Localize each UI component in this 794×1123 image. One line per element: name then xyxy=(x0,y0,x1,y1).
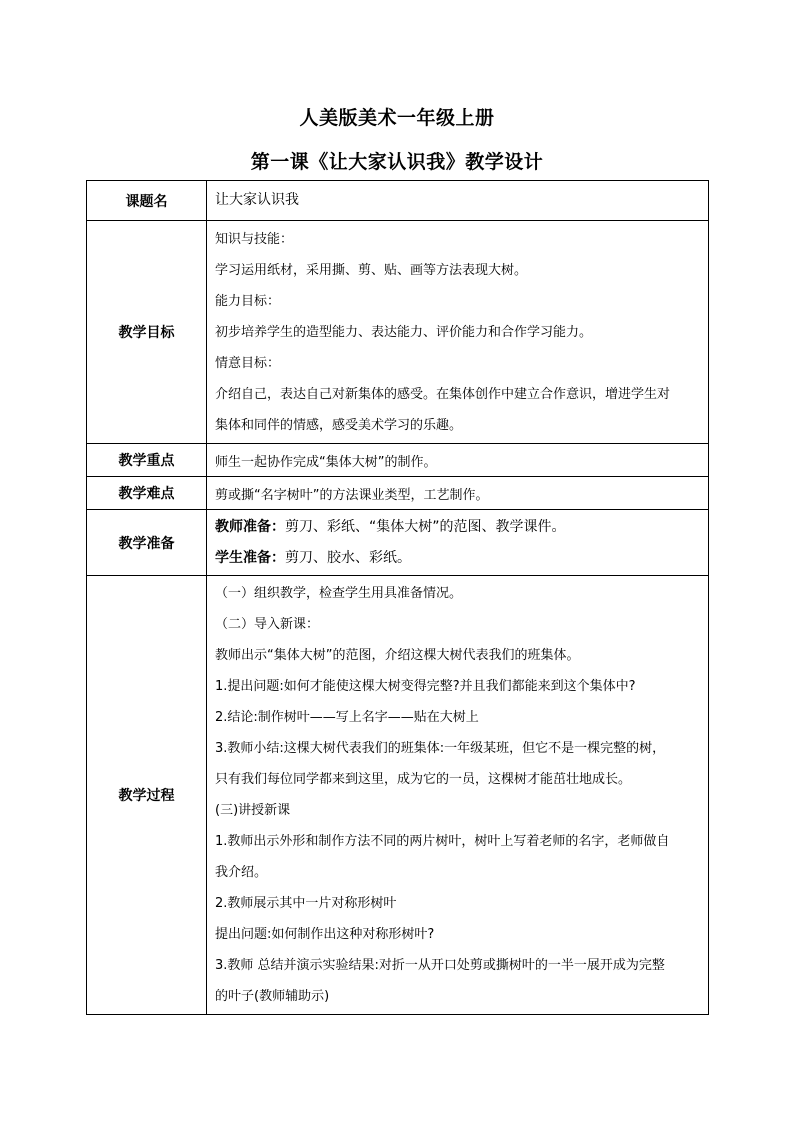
goals-line: 能力目标： xyxy=(215,293,281,309)
process-line: 的叶子(教师辅助示) xyxy=(215,989,330,1004)
table-row-key-points xyxy=(87,444,709,477)
process-line: 3.教师 总结并演示实验结果:对折一从开口处剪或撕树叶的一半一展开成为完整 xyxy=(215,958,665,973)
topic-label: 课题名 xyxy=(87,181,207,221)
process-content xyxy=(207,576,709,1015)
process-line: 教师出示“集体大树”的范图，介绍这棵大树代表我们的班集体。 xyxy=(215,648,580,663)
process-line: 1.教师出示外形和制作方法不同的两片树叶，树叶上写着老师的名字，老师做自 xyxy=(215,834,670,849)
teacher-preparation xyxy=(215,512,702,543)
table-row-preparation xyxy=(87,510,709,576)
goals-line: 初步培养学生的造型能力、表达能力、评价能力和合作学习能力。 xyxy=(215,324,593,340)
goals-line: 知识与技能： xyxy=(215,231,294,247)
process-line: 提出问题:如何制作出这种对称形树叶? xyxy=(215,927,435,942)
table-row-process xyxy=(87,576,709,1015)
process-line: (三)讲授新课 xyxy=(215,803,291,818)
table-row-goals xyxy=(87,221,709,444)
document-title: 人美版美术一年级上册 xyxy=(299,107,495,129)
process-label: 教学过程 xyxy=(87,576,207,1015)
goals-content xyxy=(207,221,709,444)
key-points-value: 师生一起协作完成“集体大树”的制作。 xyxy=(207,444,709,477)
goals-line: 集体和同伴的情感，感受美术学习的乐趣。 xyxy=(215,417,463,433)
document-subtitle: 第一课《让大家认识我》教学设计 xyxy=(250,151,544,173)
process-line: 只有我们每位同学都来到这里，成为它的一员，这棵树才能茁壮地成长。 xyxy=(215,772,632,787)
process-line: 2.结论:制作树叶——写上名字——贴在大树上 xyxy=(215,710,479,725)
goals-line: 学习运用纸材，采用撕、剪、贴、画等方法表现大树。 xyxy=(215,262,528,278)
teacher-preparation-label: 教师准备： xyxy=(215,518,285,535)
goals-line: 情意目标： xyxy=(215,355,281,371)
process-line: 3.教师小结:这棵大树代表我们的班集体:一年级某班，但它不是一棵完整的树， xyxy=(215,741,666,756)
difficulties-label: 教学难点 xyxy=(87,477,207,510)
table-row-topic xyxy=(87,181,709,221)
student-preparation-value: 剪刀、胶水、彩纸。 xyxy=(285,549,411,566)
topic-value: 让大家认识我 xyxy=(207,181,709,221)
table-row-difficulties xyxy=(87,477,709,510)
preparation-content xyxy=(207,510,709,576)
preparation-label: 教学准备 xyxy=(87,510,207,576)
process-line: （二）导入新课： xyxy=(215,617,320,632)
key-points-label: 教学重点 xyxy=(87,444,207,477)
goals-label: 教学目标 xyxy=(87,221,207,444)
goals-line: 介绍自己，表达自己对新集体的感受。在集体创作中建立合作意识，增进学生对 xyxy=(215,386,671,402)
process-line: 我介绍。 xyxy=(215,865,268,880)
process-line: （一）组织教学，检查学生用具准备情况。 xyxy=(215,586,463,601)
lesson-plan-table xyxy=(86,180,709,1015)
student-preparation-label: 学生准备： xyxy=(215,549,285,566)
process-line: 1.提出问题:如何才能使这棵大树变得完整?并且我们都能来到这个集体中? xyxy=(215,679,636,694)
difficulties-value: 剪或撕“名字树叶”的方法课业类型，工艺制作。 xyxy=(207,477,709,510)
process-line: 2.教师展示其中一片对称形树叶 xyxy=(215,896,397,911)
student-preparation xyxy=(215,543,702,574)
teacher-preparation-value: 剪刀、彩纸、“集体大树”的范图、教学课件。 xyxy=(285,518,566,535)
